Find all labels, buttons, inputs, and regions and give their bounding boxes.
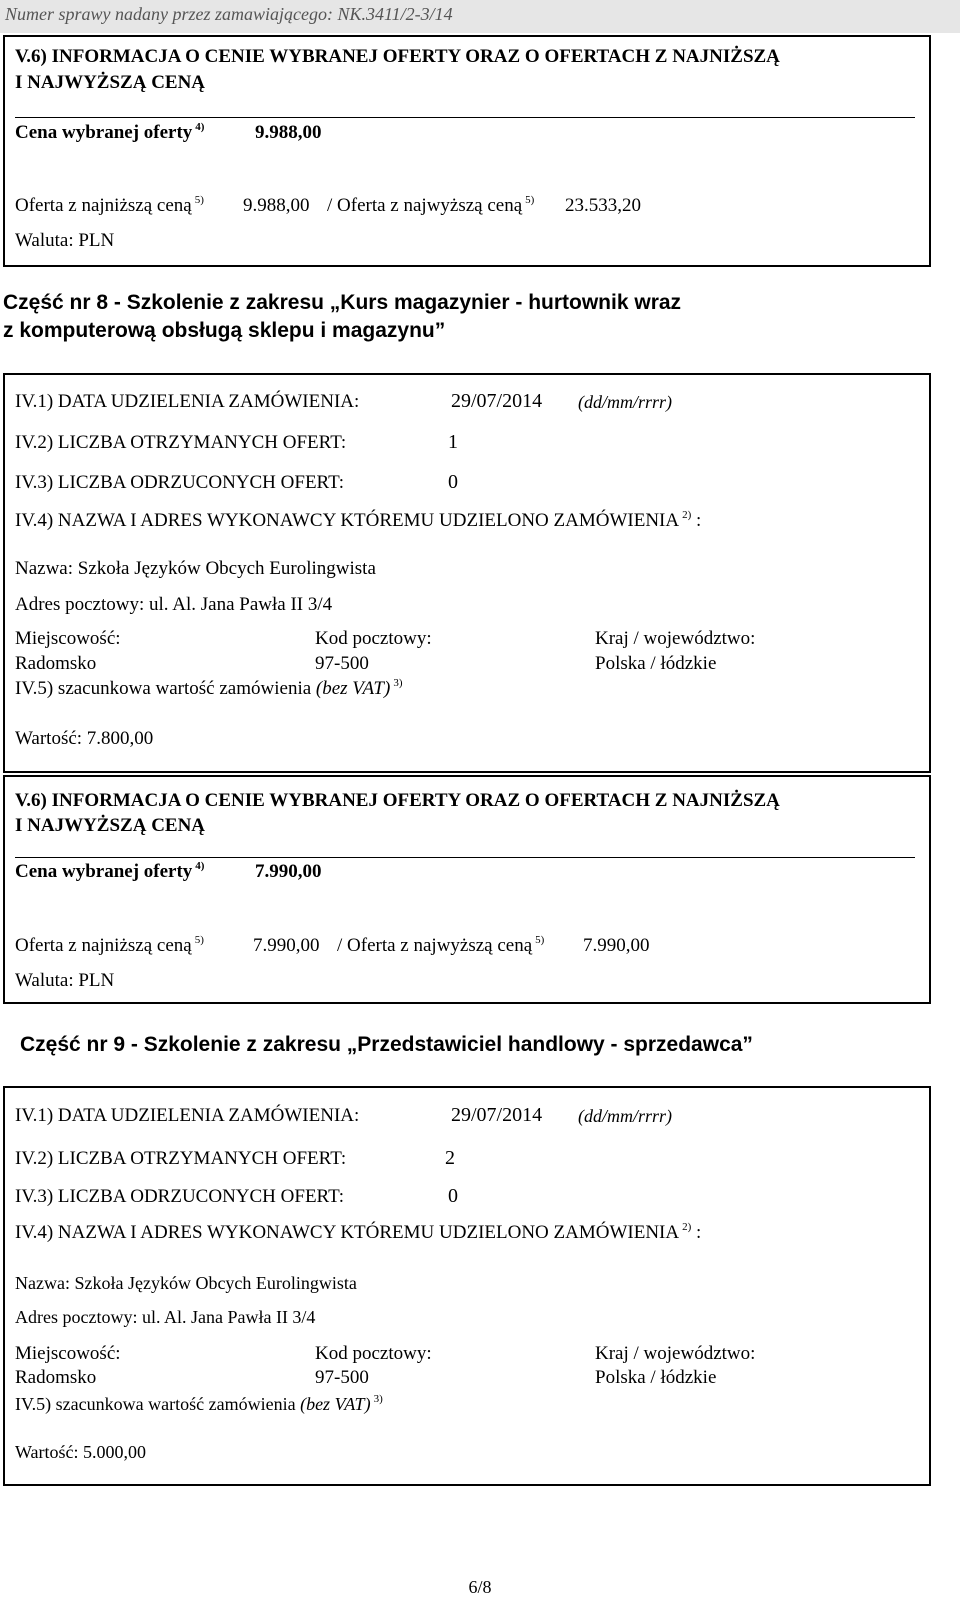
contractor-heading: IV.4) NAZWA I ADRES WYKONAWCY KTÓREMU UDZIELONO ZAMÓWIENIA $^{2)}$ :	[15, 1221, 702, 1243]
price-info-title-line2: I NAJWYŻSZĄ CENĄ	[15, 815, 206, 836]
estimate-value: Wartość: 7.800,00	[15, 728, 154, 749]
estimate-label: IV.5) szacunkowa wartość zamówienia (bez VAT) $^{3)}$	[15, 677, 403, 699]
part9-award-box	[3, 1086, 931, 1486]
contractor-address: Adres pocztowy: ul. Al. Jana Pawła II 3/4	[15, 1307, 316, 1327]
offers-received-label: IV.2) LICZBA OTRZYMANYCH OFERT:	[15, 1148, 347, 1169]
offers-received-value: 1	[448, 431, 458, 453]
award-date-value: 29/07/2014	[451, 1104, 543, 1126]
lowest-offer: Oferta z najniższą ceną $^{5)}$	[15, 934, 204, 956]
lowest-offer-value: 9.988,00	[243, 195, 310, 216]
contractor-name: Nazwa: Szkoła Języków Obcych Eurolingwista	[15, 1273, 357, 1293]
award-date-label: IV.1) DATA UDZIELENIA ZAMÓWIENIA:	[15, 1105, 360, 1126]
case-number: Numer sprawy nadany przez zamawiającego: NK.3411/2-3/14	[5, 4, 453, 24]
highest-offer: / Oferta z najwyższą ceną $^{5)}$	[337, 934, 545, 956]
award-date-value: 29/07/2014	[451, 390, 543, 412]
offers-received-label: IV.2) LICZBA OTRZYMANYCH OFERT:	[15, 432, 347, 453]
estimate-value: Wartość: 5.000,00	[15, 1442, 147, 1462]
selected-price-value: 7.990,00	[255, 861, 322, 882]
offers-rejected-label: IV.3) LICZBA ODRZUCONYCH OFERT:	[15, 1186, 345, 1207]
region-value: Polska / łódzkie	[595, 653, 717, 674]
part8-award-box	[3, 373, 931, 773]
contractor-heading: IV.4) NAZWA I ADRES WYKONAWCY KTÓREMU UDZIELONO ZAMÓWIENIA $^{2)}$ :	[15, 509, 702, 531]
currency: Waluta: PLN	[15, 970, 115, 991]
currency: Waluta: PLN	[15, 230, 115, 251]
city-label: Miejscowość:	[15, 628, 121, 649]
region-label: Kraj / województwo:	[595, 628, 756, 649]
offers-rejected-value: 0	[448, 1185, 458, 1207]
price-info-box-a	[3, 35, 931, 267]
region-value: Polska / łódzkie	[595, 1367, 717, 1388]
offers-rejected-label: IV.3) LICZBA ODRZUCONYCH OFERT:	[15, 472, 345, 493]
contractor-name: Nazwa: Szkoła Języków Obcych Eurolingwista	[15, 558, 376, 579]
page-header	[0, 0, 960, 33]
award-date-label: IV.1) DATA UDZIELENIA ZAMÓWIENIA:	[15, 391, 360, 412]
lowest-offer-value: 7.990,00	[253, 935, 320, 956]
region-label: Kraj / województwo:	[595, 1343, 756, 1364]
page-number: 6/8	[468, 1577, 492, 1597]
postal-label: Kod pocztowy:	[315, 628, 432, 649]
separator-line	[15, 117, 915, 118]
price-info-box-b	[3, 775, 931, 1004]
separator-line	[15, 857, 915, 858]
selected-price: Cena wybranej oferty $^{4)}$	[15, 121, 205, 143]
postal-label: Kod pocztowy:	[315, 1343, 432, 1364]
postal-value: 97-500	[315, 1367, 369, 1388]
postal-value: 97-500	[315, 653, 369, 674]
highest-offer: / Oferta z najwyższą ceną $^{5)}$	[327, 194, 535, 216]
selected-price-value: 9.988,00	[255, 122, 322, 143]
contractor-address: Adres pocztowy: ul. Al. Jana Pawła II 3/4	[15, 594, 333, 615]
price-info-title-line1: V.6) INFORMACJA O CENIE WYBRANEJ OFERTY ORAZ O OFERTACH Z NAJNIŻSZĄ	[15, 46, 780, 67]
city-value: Radomsko	[15, 653, 97, 674]
award-date-format: (dd/mm/rrrr)	[578, 1106, 673, 1126]
part8-heading-line1: Część nr 8 - Szkolenie z zakresu „Kurs magazynier - hurtownik wraz	[3, 291, 682, 314]
selected-price: Cena wybranej oferty $^{4)}$	[15, 860, 205, 882]
highest-offer-value: 23.533,20	[565, 195, 641, 216]
price-info-title-line1: V.6) INFORMACJA O CENIE WYBRANEJ OFERTY ORAZ O OFERTACH Z NAJNIŻSZĄ	[15, 790, 780, 811]
part9-heading: Część nr 9 - Szkolenie z zakresu „Przedstawiciel handlowy - sprzedawca”	[20, 1033, 753, 1056]
lowest-offer: Oferta z najniższą ceną $^{5)}$	[15, 194, 204, 216]
part8-heading-line2: z komputerową obsługą sklepu i magazynu”	[3, 319, 446, 342]
award-date-format: (dd/mm/rrrr)	[578, 392, 673, 412]
highest-offer-value: 7.990,00	[583, 935, 650, 956]
offers-rejected-value: 0	[448, 471, 458, 493]
price-info-title-line2: I NAJWYŻSZĄ CENĄ	[15, 72, 206, 93]
estimate-label: IV.5) szacunkowa wartość zamówienia (bez VAT) $^{3)}$	[15, 1393, 383, 1414]
city-label: Miejscowość:	[15, 1343, 121, 1364]
offers-received-value: 2	[445, 1147, 455, 1169]
city-value: Radomsko	[15, 1367, 97, 1388]
